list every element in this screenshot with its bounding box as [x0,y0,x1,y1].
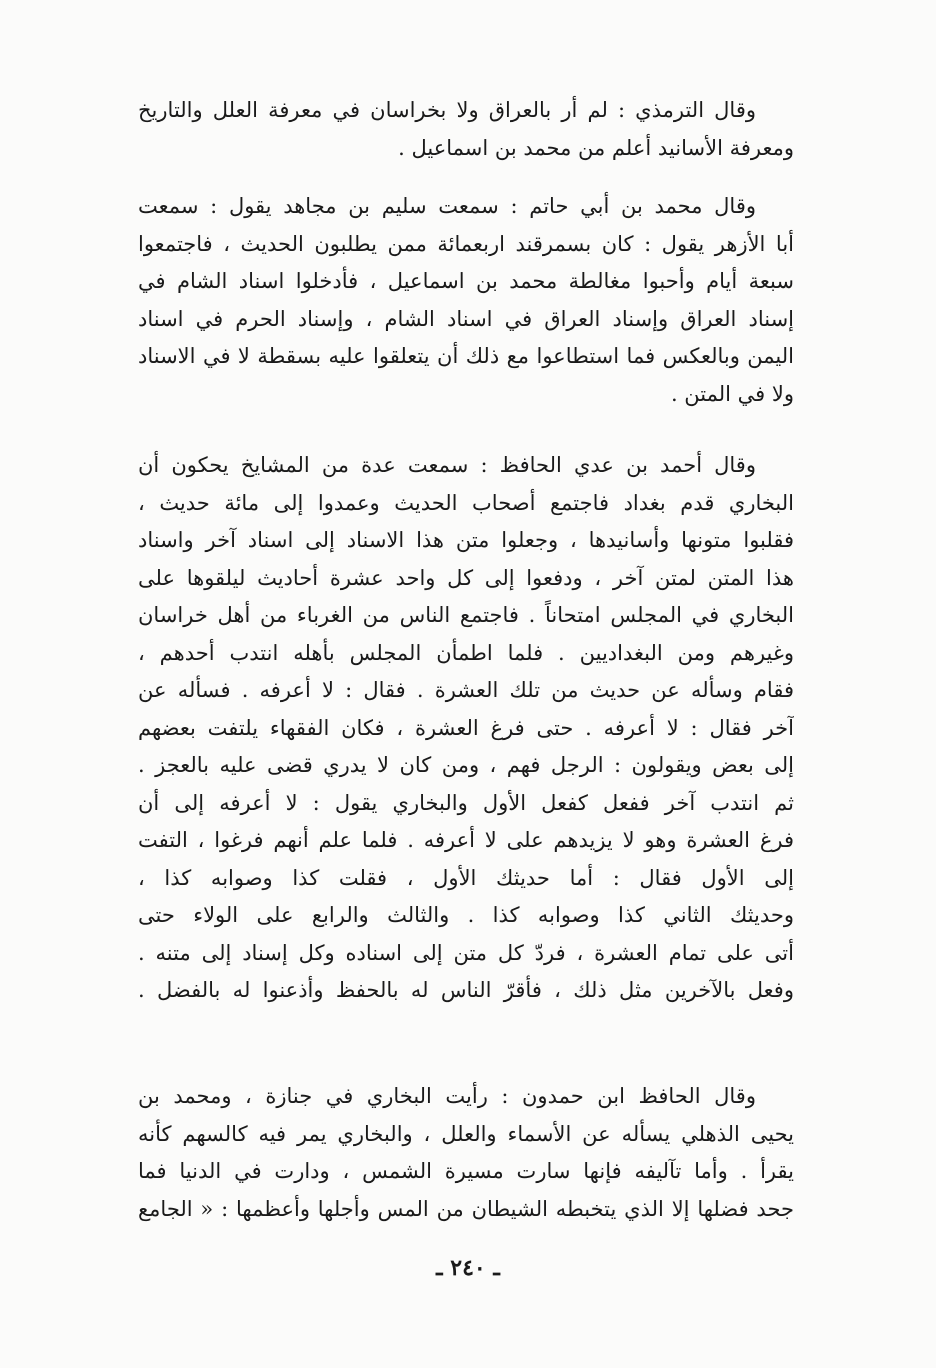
text-line: فرغ العشرة وهو لا يزيدهم على لا أعرفه . فلما علم أنهم فرغوا ، التفت [138,828,794,852]
text-line: آخر فقال : لا أعرفه . حتى فرغ العشرة ، فكان الفقهاء يلتفت بعضهم [138,715,794,740]
text-line: هذا المتن لمتن آخر ، ودفعوا إلى كل واحد عشرة أحاديث ليلقوها على [138,565,794,590]
text-line: وقال الترمذي : لم أر بالعراق ولا بخراسان في معرفة العلل والتاريخ [138,98,756,122]
text-line: ثم انتدب آخر ففعل كفعل الأول والبخاري يقول : لا أعرفه إلى أن [138,790,794,815]
text-line: إسناد العراق وإسناد العراق في اسناد الشام ، وإسناد الحرم في اسناد [138,306,794,331]
text-line: جحد فضلها إلا الذي يتخبطه الشيطان من المس وأجلها وأعظمها : « الجامع [138,1196,794,1221]
text-line: البخاري قدم بغداد فاجتمع أصحاب الحديث وعمدوا إلى مائة حديث ، [138,490,794,515]
paragraph-muhammad-ibn-abi-hatim [138,188,794,413]
paragraph-ahmad-ibn-adi [138,447,794,1010]
text-line: وحديثك الثاني كذا وصوابه كذا . والثالث والرابع على الولاء حتى [138,903,794,927]
text-line: أتى على تمام العشرة ، فردّ كل متن إلى اسناده وكل إسناد إلى متنه . [138,940,794,965]
text-line: وقال محمد بن أبي حاتم : سمعت سليم بن مجاهد يقول : سمعت [138,194,756,218]
text-line: ولا في المتن . [670,381,794,406]
text-line: ومعرفة الأسانيد أعلم من محمد بن اسماعيل . [398,135,794,160]
text-line: يقرأ . وأما تآليفه فإنها سارت مسيرة الشمس ، ودارت في الدنيا فما [138,1159,794,1183]
text-line: اليمن وبالعكس فما استطاعوا مع ذلك أن يتعلقوا عليه بسقطة لا في الاسناد [138,344,794,368]
page-number: ـ ٢٤٠ ـ [436,1255,500,1281]
paragraph-ibn-hamdun [138,1078,794,1228]
text-line: فقام وسأله عن حديث من تلك العشرة . فقال : لا أعرفه . فسأله عن [138,678,794,702]
paragraph-tirmidhi [138,92,794,167]
text-line: إلى بعض ويقولون : الرجل فهم ، ومن كان لا يدري قضى عليه بالعجز . [138,753,794,777]
text-line: البخاري في المجلس امتحاناً . فاجتمع الناس من الغرباء من أهل خراسان [138,603,794,627]
text-line: إلى الأول فقال : أما حديثك الأول ، فقلت كذا وصوابه كذا ، [138,865,794,890]
text-line: وقال الحافظ ابن حمدون : رأيت البخاري في جنازة ، ومحمد بن [138,1084,756,1108]
text-line: يحيى الذهلي يسأله عن الأسماء والعلل ، والبخاري يمر فيه كالسهم كأنه [138,1121,794,1146]
text-line: وغيرهم ومن البغداديين . فلما اطمأن المجلس بأهله انتدب أحدهم ، [138,640,794,665]
text-line: وفعل بالآخرين مثل ذلك ، فأقرّ الناس له بالحفظ وأذعنوا له بالفضل . [138,978,794,1002]
text-line: وقال أحمد بن عدي الحافظ : سمعت عدة من المشايخ يحكون أن [138,453,756,477]
text-line: أبا الأزهر يقول : كان بسمرقند اربعمائة ممن يطلبون الحديث ، فاجتمعوا [138,231,794,256]
text-line: فقلبوا متونها وأسانيدها ، وجعلوا متن هذا الاسناد إلى اسناد آخر واسناد [138,528,794,552]
text-line: سبعة أيام وأحبوا مغالطة محمد بن اسماعيل ، فأدخلوا اسناد الشام في [138,269,794,293]
